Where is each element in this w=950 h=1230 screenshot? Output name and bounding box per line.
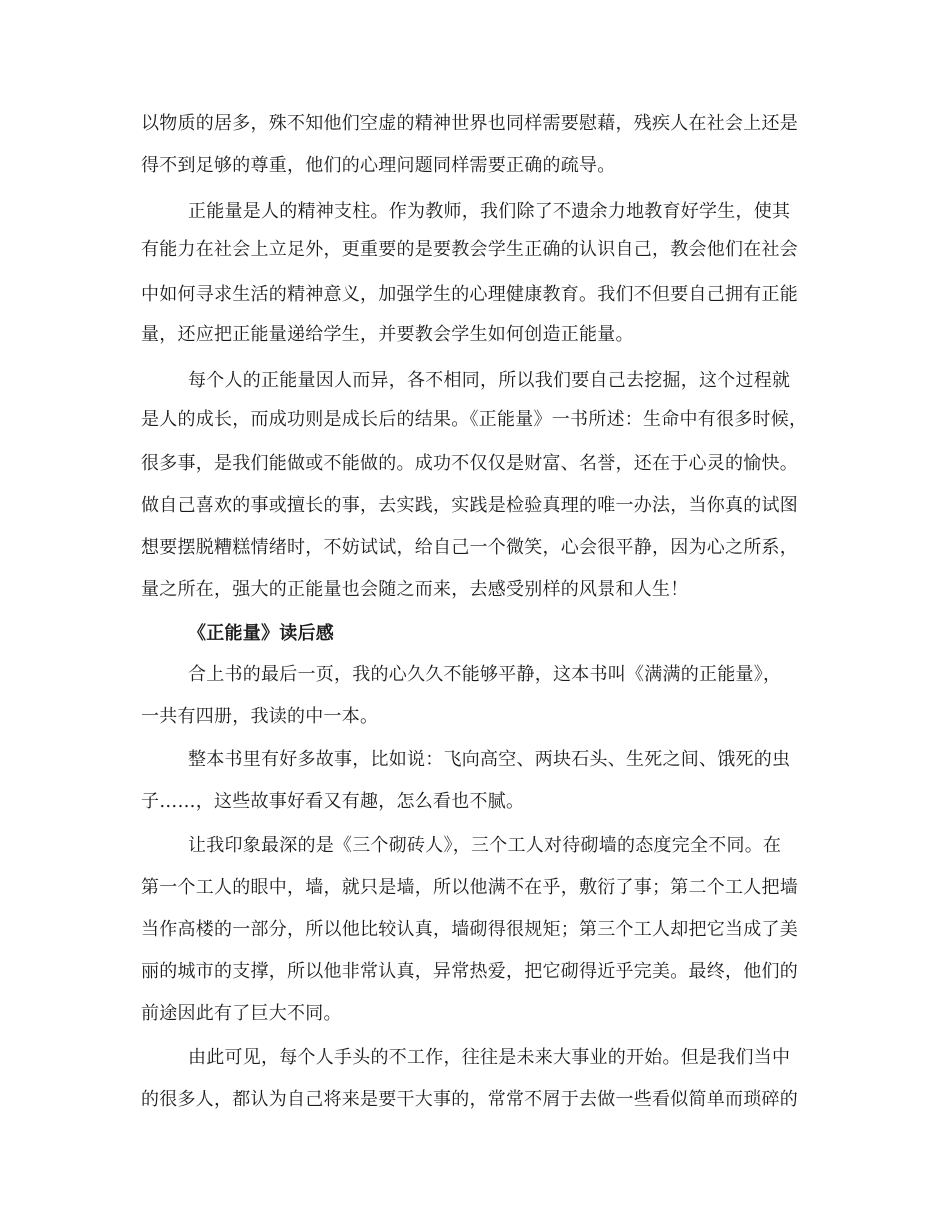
text-line: 是人的成长，而成功则是成长后的结果。《正能量》一书所述：生命中有很多时候， <box>141 409 808 430</box>
text-line: 量之所在，强大的正能量也会随之而来，去感受别样的风景和人生！ <box>141 579 689 600</box>
paragraph-start-line: 让我印象最深的是《三个砌砖人》，三个工人对待砌墙的态度完全不同。在 <box>188 835 782 856</box>
text-line: 量，还应把正能量递给学生，并要教会学生如何创造正能量。 <box>141 324 634 345</box>
text-line: 当作高楼的一部分，所以他比较认真，墙砌得很规矩；第三个工人却把它当成了美 <box>141 919 798 940</box>
text-line: 丽的城市的支撑，所以他非常认真，异常热爱，把它砌得近乎完美。最终，他们的 <box>141 961 798 982</box>
paragraph-start-line: 整本书里有好多故事，比如说：飞向高空、两块石头、生死之间、饿死的虫 <box>188 749 791 770</box>
text-line: 得不到足够的尊重，他们的心理问题同样需要正确的疏导。 <box>141 155 616 176</box>
paragraph-start-line: 正能量是人的精神支柱。作为教师，我们除了不遗余力地教育好学生，使其 <box>188 201 791 222</box>
text-line: 以物质的居多，殊不知他们空虚的精神世界也同样需要慰藉，残疾人在社会上还是 <box>141 113 798 134</box>
paragraph-start-line: 每个人的正能量因人而异，各不相同，所以我们要自己去挖掘，这个过程就 <box>188 370 791 391</box>
text-line: 第一个工人的眼中，墙，就只是墙，所以他满不在乎，敷衍了事；第二个工人把墙 <box>141 877 798 898</box>
text-line: 有能力在社会上立足外，更重要的是要教会学生正确的认识自己，教会他们在社会 <box>141 239 798 260</box>
text-line: 很多事，是我们能做或不能做的。成功不仅仅是财富、名誉，还在于心灵的愉快。 <box>141 453 798 474</box>
text-line: 中如何寻求生活的精神意义，加强学生的心理健康教育。我们不但要自己拥有正能 <box>141 284 798 305</box>
text-line: 想要摆脱糟糕情绪时，不妨试试，给自己一个微笑，心会很平静，因为心之所系， <box>141 537 798 558</box>
text-line: 前途因此有了巨大不同。 <box>141 1003 342 1024</box>
text-line: 的很多人，都认为自己将来是要干大事的，常常不屑于去做一些看似简单而琐碎的 <box>141 1089 798 1110</box>
text-line: 一共有四册，我读的中一本。 <box>141 706 379 727</box>
section-heading: 《正能量》读后感 <box>188 623 334 644</box>
text-line: 子……，这些故事好看又有趣，怎么看也不腻。 <box>141 791 525 812</box>
paragraph-start-line: 合上书的最后一页，我的心久久不能够平静，这本书叫《满满的正能量》， <box>188 664 782 685</box>
text-line: 做自己喜欢的事或擅长的事，去实践，实践是检验真理的唯一办法，当你真的试图 <box>141 495 798 516</box>
paragraph-start-line: 由此可见，每个人手头的不工作，往往是未来大事业的开始。但是我们当中 <box>188 1047 791 1068</box>
